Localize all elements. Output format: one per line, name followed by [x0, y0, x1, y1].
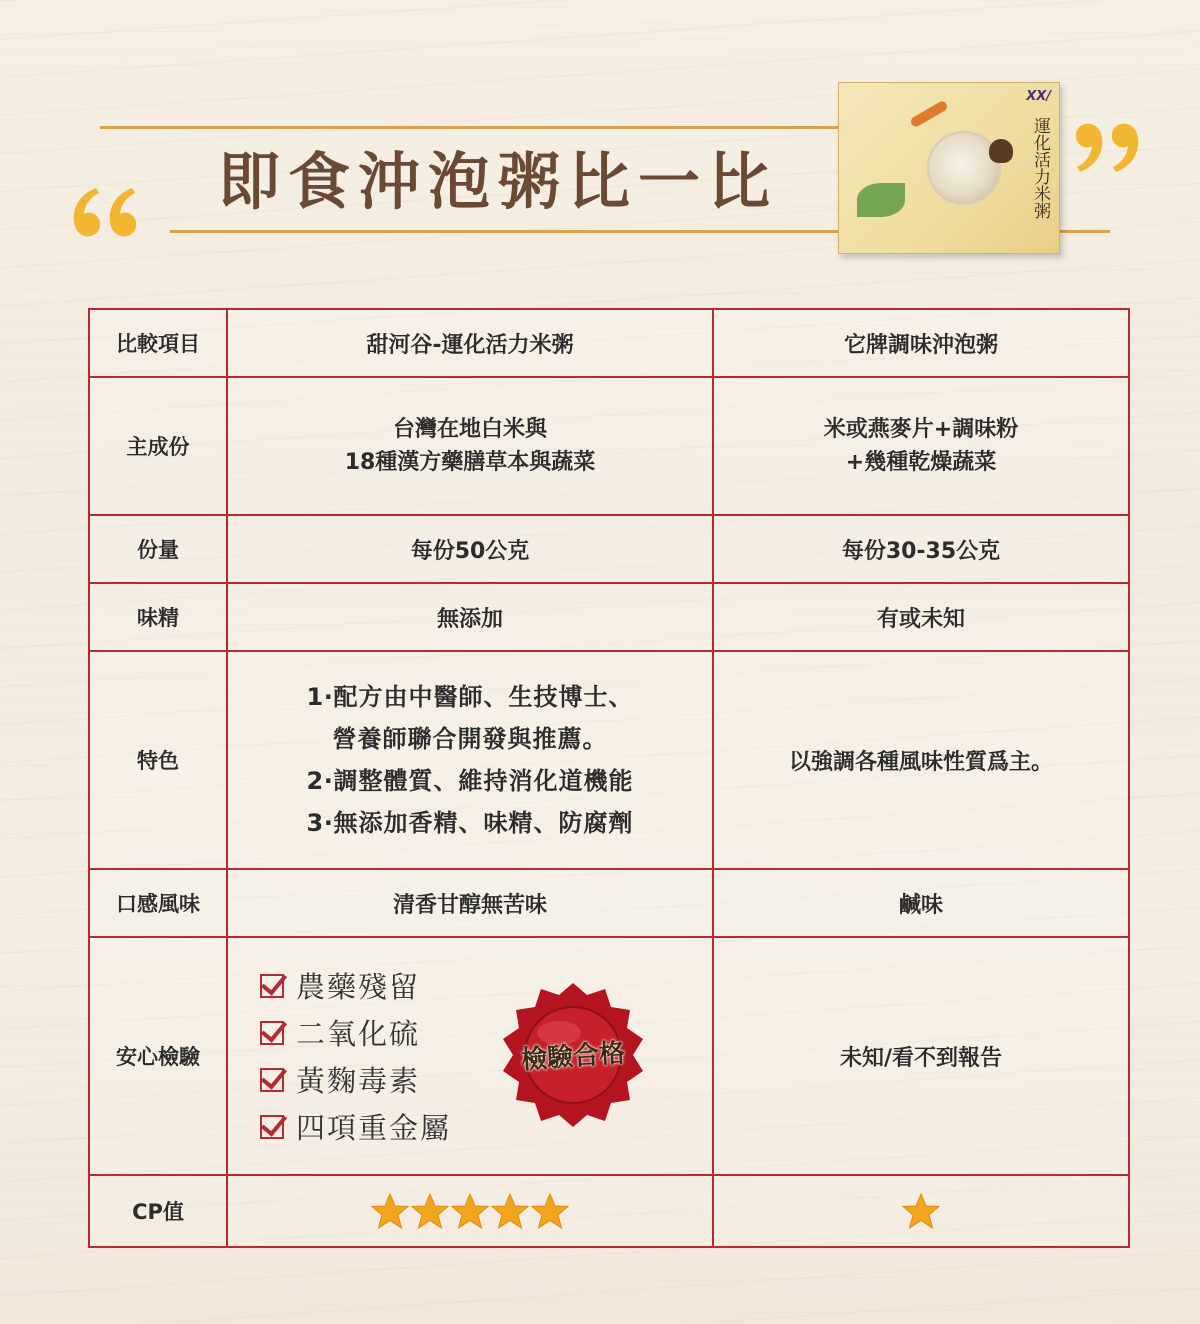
- table-row-ingredients: [89, 377, 1129, 515]
- checkbox-checked-icon: [260, 1115, 284, 1139]
- porridge-bowl-icon: [927, 131, 1001, 205]
- check-item: [260, 962, 451, 1009]
- header-label: 比較項目: [89, 309, 227, 377]
- taste-col-b: 鹹味: [713, 869, 1129, 937]
- star-icon: [530, 1191, 570, 1231]
- table-row-msg: [89, 583, 1129, 651]
- safety-col-b: 未知/看不到報告: [713, 937, 1129, 1175]
- star-icon: [450, 1191, 490, 1231]
- star-icon: [410, 1191, 450, 1231]
- header-col-b: 它牌調味沖泡粥: [713, 309, 1129, 377]
- features-line: 2‧調整體質、維持消化道機能: [306, 767, 634, 795]
- features-col-b: 以強調各種風味性質爲主。: [713, 651, 1129, 869]
- header-col-a: 甜河谷-運化活力米粥: [227, 309, 713, 377]
- close-quote-icon: [1066, 112, 1146, 192]
- check-item-label: 黃麴毒素: [296, 1064, 421, 1098]
- check-list: [260, 962, 451, 1150]
- checkbox-checked-icon: [260, 1021, 284, 1045]
- features-line: 1‧配方由中醫師、生技博士、: [306, 683, 634, 711]
- ingredients-col-a-line: 18種漢方藥膳草本與蔬菜: [344, 450, 596, 475]
- msg-col-a: 無添加: [227, 583, 713, 651]
- badge-label: 檢驗合格: [520, 1038, 627, 1076]
- check-item: [260, 1056, 451, 1103]
- ingredients-col-a: [227, 377, 713, 515]
- star-icon: [370, 1191, 410, 1231]
- table-row-taste: [89, 869, 1129, 937]
- check-item: [260, 1103, 451, 1150]
- carrot-icon: [909, 100, 949, 129]
- check-item-label: 農藥殘留: [296, 970, 421, 1004]
- ingredients-col-b-line: +幾種乾燥蔬菜: [845, 450, 997, 475]
- features-label: 特色: [89, 651, 227, 869]
- checkbox-checked-icon: [260, 974, 284, 998]
- ingredients-col-a-line: 台灣在地白米與: [392, 417, 547, 442]
- features-line: 營養師聯合開發與推薦。: [332, 725, 608, 753]
- taste-col-a: 清香甘醇無苦味: [227, 869, 713, 937]
- cp-rating-col-b: [713, 1175, 1129, 1247]
- features-line: 3‧無添加香精、味精、防腐劑: [306, 809, 634, 837]
- title-top-rule: [100, 126, 840, 129]
- product-name: 運化活力米粥: [1030, 117, 1050, 219]
- ingredients-col-b: [713, 377, 1129, 515]
- taste-label: 口感風味: [89, 869, 227, 937]
- star-icon: [490, 1191, 530, 1231]
- checkbox-checked-icon: [260, 1068, 284, 1092]
- mushroom-icon: [989, 139, 1013, 163]
- msg-label: 味精: [89, 583, 227, 651]
- cp-rating-col-a: [227, 1175, 713, 1247]
- portion-col-b: 每份30-35公克: [713, 515, 1129, 583]
- ingredients-label: 主成份: [89, 377, 227, 515]
- table-row-features: [89, 651, 1129, 869]
- table-row-header: [89, 309, 1129, 377]
- table-row-safety: [89, 937, 1129, 1175]
- open-quote-icon: [66, 168, 146, 248]
- table-row-cp: [89, 1175, 1129, 1247]
- ingredients-col-b-line: 米或燕麥片+調味粉: [823, 417, 1019, 442]
- safety-col-a: [227, 937, 713, 1175]
- product-box-image: [838, 82, 1060, 254]
- safety-label: 安心檢驗: [89, 937, 227, 1175]
- safety-checks: [228, 938, 712, 1174]
- leaf-icon: [857, 183, 905, 217]
- check-item: [260, 1009, 451, 1056]
- table-row-portion: [89, 515, 1129, 583]
- page-title: 即食沖泡粥比一比: [218, 145, 779, 218]
- star-icon: [901, 1191, 941, 1231]
- cp-label: CP值: [89, 1175, 227, 1247]
- product-brand: XX/: [1026, 89, 1051, 104]
- portion-col-a: 每份50公克: [227, 515, 713, 583]
- portion-label: 份量: [89, 515, 227, 583]
- check-item-label: 二氧化硫: [296, 1017, 421, 1051]
- comparison-table: [88, 308, 1130, 1248]
- check-item-label: 四項重金屬: [296, 1111, 452, 1145]
- features-col-a: [227, 651, 713, 869]
- msg-col-b: 有或未知: [713, 583, 1129, 651]
